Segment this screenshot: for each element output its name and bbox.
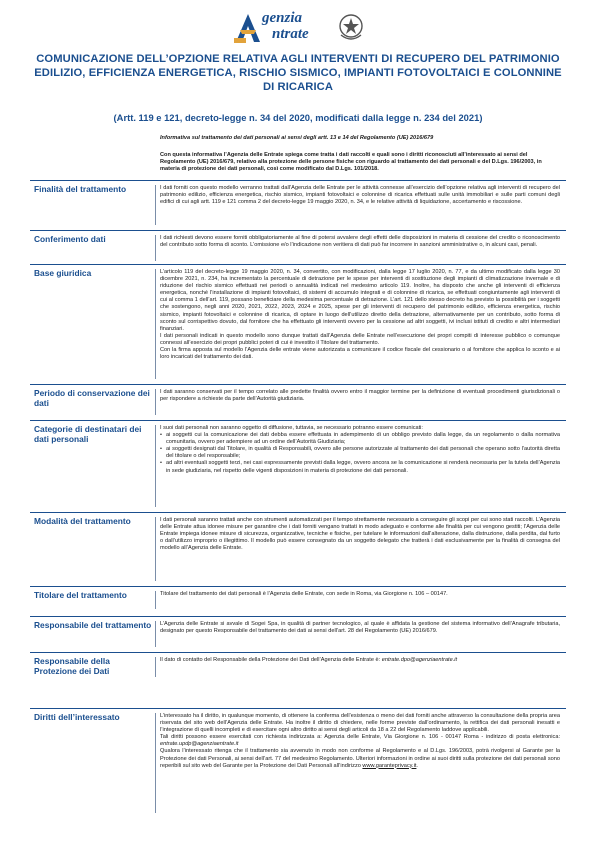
agenzia-entrate-logo — [0, 8, 596, 48]
section-text: I dati personali saranno trattati anche con strumenti automatizzati per il tempo strettamente necessario a conseguire gli scopi per cui sono stati raccolti. L’Agenzia delle Entrate attua idonee misure per garantire che i dati forniti vengano trattati in modo adeguato e conforme alle finalità per cui vengono gestiti; l’Agenzia delle Entrate impiega idonee misure di sicurezza, organizzative, tecniche e fisiche, per tutelare le informazioni dall’alterazione, dalla distruzione, dalla perdita, dal furto o dall’utilizzo improprio o illegittimo. Il modello può essere consegnato da un soggetto delegato che tratterà i dati esclusivamente per la finalità di consegna del modello all’Agenzia delle Entrate. — [160, 517, 560, 552]
logo-line-1: genzia — [262, 10, 303, 26]
section-heading: Finalità del trattamento — [34, 184, 127, 194]
base-paragraph-3: Con la firma apposta sul modello l’Agenzia delle entrate viene autorizzata a comunicare il codice fiscale del cessionario o al fornitore che applica lo sconto e ai loro incaricati del trattamento dei dati. — [160, 347, 560, 361]
diritti-paragraph-2-text: Tali diritti possono essere esercitati con richiesta indirizzata a: Agenzia delle Entrate, Via Giorgione n. 106 - 00147 Roma - indirizzo di posta elettronica: — [160, 734, 560, 741]
section-divider — [155, 657, 156, 677]
section-periodo — [30, 384, 566, 419]
list-item: • ai soggetti designati dal Titolare, in qualità di Responsabili, ovvero alle persone autorizzate al trattamento dei dati personali che operano sotto l’autorità diretta del titolare o del responsabile; — [160, 446, 560, 460]
section-text: L’Agenzia delle Entrate si avvale di Sogei Spa, in qualità di partner tecnologico, al quale è affidata la gestione del sistema informativo dell’Anagrafe tributaria, designato per questo Responsabile del trattamento dei dati ai sensi dell’art. 28 del Regolamento (UE) 2016/679. — [160, 621, 560, 635]
section-modalita — [30, 512, 566, 585]
updp-email-link[interactable]: entrate.updp@agenziaentrate.it — [160, 741, 239, 748]
diritti-paragraph-2 — [160, 734, 560, 748]
section-divider — [155, 621, 156, 647]
section-text — [160, 713, 560, 770]
section-heading: Modalità del trattamento — [34, 516, 131, 526]
section-text — [160, 657, 560, 664]
list-item: • ai soggetti cui la comunicazione dei dati debba essere effettuata in adempimento di un obbligo previsto dalla legge, da un regolamento o dalla normativa comunitaria, ovvero per adempiere ad un ordine dell’Autorità Giudiziaria; — [160, 432, 560, 446]
section-text: I dati saranno conservati per il tempo correlato alle predette finalità ovvero entro il maggior termine per la definizione di eventuali procedimenti giurisdizionali o per rispondere a richieste da parte dell’Autorità giudiziaria. — [160, 389, 560, 403]
section-heading: Base giuridica — [34, 268, 92, 278]
logo-line-2: ntrate — [272, 26, 309, 42]
section-divider — [155, 269, 156, 379]
section-text — [160, 425, 560, 475]
section-heading: Titolare del trattamento — [34, 590, 127, 600]
section-divider — [155, 425, 156, 507]
section-heading: Categorie di destinatari dei dati personali — [34, 424, 142, 444]
section-heading: Periodo di conservazione dei dati — [34, 388, 150, 408]
logo-wordmark — [262, 10, 309, 42]
intro-heading: Informativa sul trattamento dei dati personali ai sensi degli artt. 13 e 14 del Regolamento (UE) 2016/679 — [160, 135, 434, 141]
diritti-paragraph-3-text: Qualora l’interessato ritenga che il trattamento sia avvenuto in modo non conforme al Regolamento e al D.Lgs. 196/2003, potrà rivolgersi al Garante per la Protezione dei dati Personali, ai sensi dell’art. 77 del medesimo Regolamento. Ulteriori informazioni in ordine ai suoi diritti sulla protezione dei dati personali sono reperibili sul sito web del Garante per la Protezione dei Dati Personali all’indirizzo — [160, 748, 560, 769]
intro-body: Con questa informativa l’Agenzia delle Entrate spiega come tratta i dati raccolti e quali sono i diritti riconosciuti all’interessato ai sensi del Regolamento (UE) 2016/679, relativo alla protezione delle persone fisiche con riguardo al trattamento dei dati personali e del D.Lgs. 196/2003, in materia di protezione dei dati personali, così come modificato dal D.Lgs. 101/2018. — [160, 152, 542, 173]
section-responsabile — [30, 616, 566, 651]
base-paragraph-1: L’articolo 119 del decreto-legge 19 maggio 2020, n. 34, convertito, con modificazioni, dalla legge 17 luglio 2020, n. 77, e da ultimo modificato dalla legge 30 dicembre 2021, n. 234, ha incrementato la percentuale di detrazione per le spese per interventi di sostituzione degli impianti di climatizzazione invernale e di riduzione del rischio sismico effettuati nei periodi o annualità indicati nel medesimo articolo 119. Inoltre, ha disposto che anche gli interventi di efficienza energetica, nonché l’installazione di impianti fotovoltaici, di sistemi di accumulo integrati e di colonnine di ricarica, se effettuati congiuntamente agli interventi di cui al comma 1 dell’art. 119, possano beneficiare della medesima percentuale di detrazione. L’art. 121 dello stesso decreto ha previsto la possibilità per i soggetti che sostengono, negli anni 2020, 2021, 2022, 2023, 2024 e 2025, spese per gli interventi di recupero del patrimonio edilizio, efficienza energetica, rischio sismico, impianti fotovoltaici e colonnine di ricarica, di optare in luogo dell’utilizzo diretto della detrazione, alternativamente per un contributo, sotto forma di sconto sul corrispettivo dovuto, dal fornitore che ha effettuato gli interventi ovvero per la cessione ad altri soggetti, ivi inclusi istituti di credito e altri intermediari finanziari. — [160, 269, 560, 332]
rpd-text: Il dato di contatto del Responsabile della Protezione dei Dati dell’Agenzia delle Entrate è: — [160, 657, 381, 663]
section-rpd — [30, 652, 566, 683]
diritti-paragraph-3: Qualora l’interessato ritenga che il trattamento sia avvenuto in modo non conforme al Regolamento e al D.Lgs. 196/2003, potrà rivolgersi al Garante per la Protezione dei dati Personali, ai sensi dell’art. 77 del medesimo Regolamento. Ulteriori informazioni in ordine ai suoi diritti sulla protezione dei dati personali sono reperibili sul sito web del Garante per la Protezione dei Dati Personali all’indirizzo www.garanteprivacy.it. — [160, 748, 560, 769]
section-heading: Responsabile del trattamento — [34, 620, 152, 630]
base-paragraph-2: I dati personali indicati in questo modello sono dunque trattati dall’Agenzia delle Entrate nell’esecuzione dei propri compiti di interesse pubblico o comunque connessi all’esercizio dei propri pubblici poteri di cui è investito il Titolare del trattamento. — [160, 332, 560, 346]
section-divider — [155, 517, 156, 581]
section-divider — [155, 389, 156, 415]
section-finalita — [30, 180, 566, 229]
section-categorie — [30, 420, 566, 511]
logo-a-mark-icon — [234, 12, 262, 44]
section-divider — [155, 235, 156, 261]
section-text: I dati forniti con questo modello verranno trattati dall’Agenzia delle Entrate per le attività connesse all’esercizio dell’opzione relativa agli interventi di recupero del patrimonio edilizio, efficienza energetica, rischio sismico, impianti fotovoltaici e colonnine di ricarica effettuati sulle unità immobiliari e sulle parti comuni degli edifici di cui agli artt. 119 e 121 comma 2 del decreto-legge 19 maggio 2020, n. 34, e le relative attività di liquidazione, accertamento e riscossione. — [160, 185, 560, 206]
section-heading: Responsabile della Protezione dei Dati — [34, 656, 110, 676]
section-heading: Conferimento dati — [34, 234, 106, 244]
section-divider — [155, 185, 156, 225]
diritti-paragraph-1: L’interessato ha il diritto, in qualunque momento, di ottenere la conferma dell’esistenza o meno dei dati forniti anche attraverso la consultazione della propria area riservata del sito web dell’Agenzia delle Entrate. Ha inoltre il diritto di chiedere, nelle forme previste dall’ordinamento, la rettifica dei dati personali inesatti e l’integrazione di quelli incompleti e di esercitare ogni altro diritto ai sensi degli articoli da 18 a 22 del Regolamento laddove applicabili. — [160, 713, 560, 734]
section-divider — [155, 713, 156, 813]
section-titolare — [30, 586, 566, 615]
dpo-email-link[interactable]: entrate.dpo@agenziaentrate.it — [381, 657, 458, 663]
republic-emblem-icon — [338, 13, 364, 41]
list-item: • ad altri eventuali soggetti terzi, nei casi espressamente previsti dalla legge, ovvero ancora se la comunicazione si renderà necessaria per la tutela dell’Agenzia in sede giudiziaria, nel rispetto delle vigenti disposizioni in materia di protezione dei dati personali. — [160, 460, 560, 474]
section-base-giuridica — [30, 264, 566, 383]
section-conferimento — [30, 230, 566, 263]
section-text: Titolare del trattamento dei dati personali è l’Agenzia delle Entrate, con sede in Roma, via Giorgione n. 106 – 00147. — [160, 591, 448, 597]
section-text — [160, 269, 560, 361]
page-subtitle: (Artt. 119 e 121, decreto-legge n. 34 del 2020, modificati dalla legge n. 234 del 2021) — [113, 112, 483, 123]
section-divider — [155, 591, 156, 609]
section-text: I dati richiesti devono essere forniti obbligatoriamente al fine di potersi avvalere degli effetti delle disposizioni in materia di cessione del credito o riconoscimento del contributo sotto forma di sconto. L’omissione e/o l’indicazione non veritiera di dati può far incorrere in sanzioni amministrative o, in alcuni casi, penali. — [160, 235, 560, 249]
section-heading: Diritti dell’interessato — [34, 712, 120, 722]
recipients-list — [160, 432, 560, 475]
garante-link[interactable]: www.garanteprivacy.it — [362, 762, 417, 769]
section-diritti — [30, 708, 566, 824]
categorie-intro: I suoi dati personali non saranno oggetto di diffusione, tuttavia, se necessario potranno essere comunicati: — [160, 425, 423, 431]
page-title: COMUNICAZIONE DELL’OPZIONE RELATIVA AGLI INTERVENTI DI RECUPERO DEL PATRIMONIO EDILIZIO, EFFICIENZA ENERGETICA, RISCHIO SISMICO, IMPIANTI FOTOVOLTAICI E COLONNINE DI RICARICA — [34, 53, 562, 93]
